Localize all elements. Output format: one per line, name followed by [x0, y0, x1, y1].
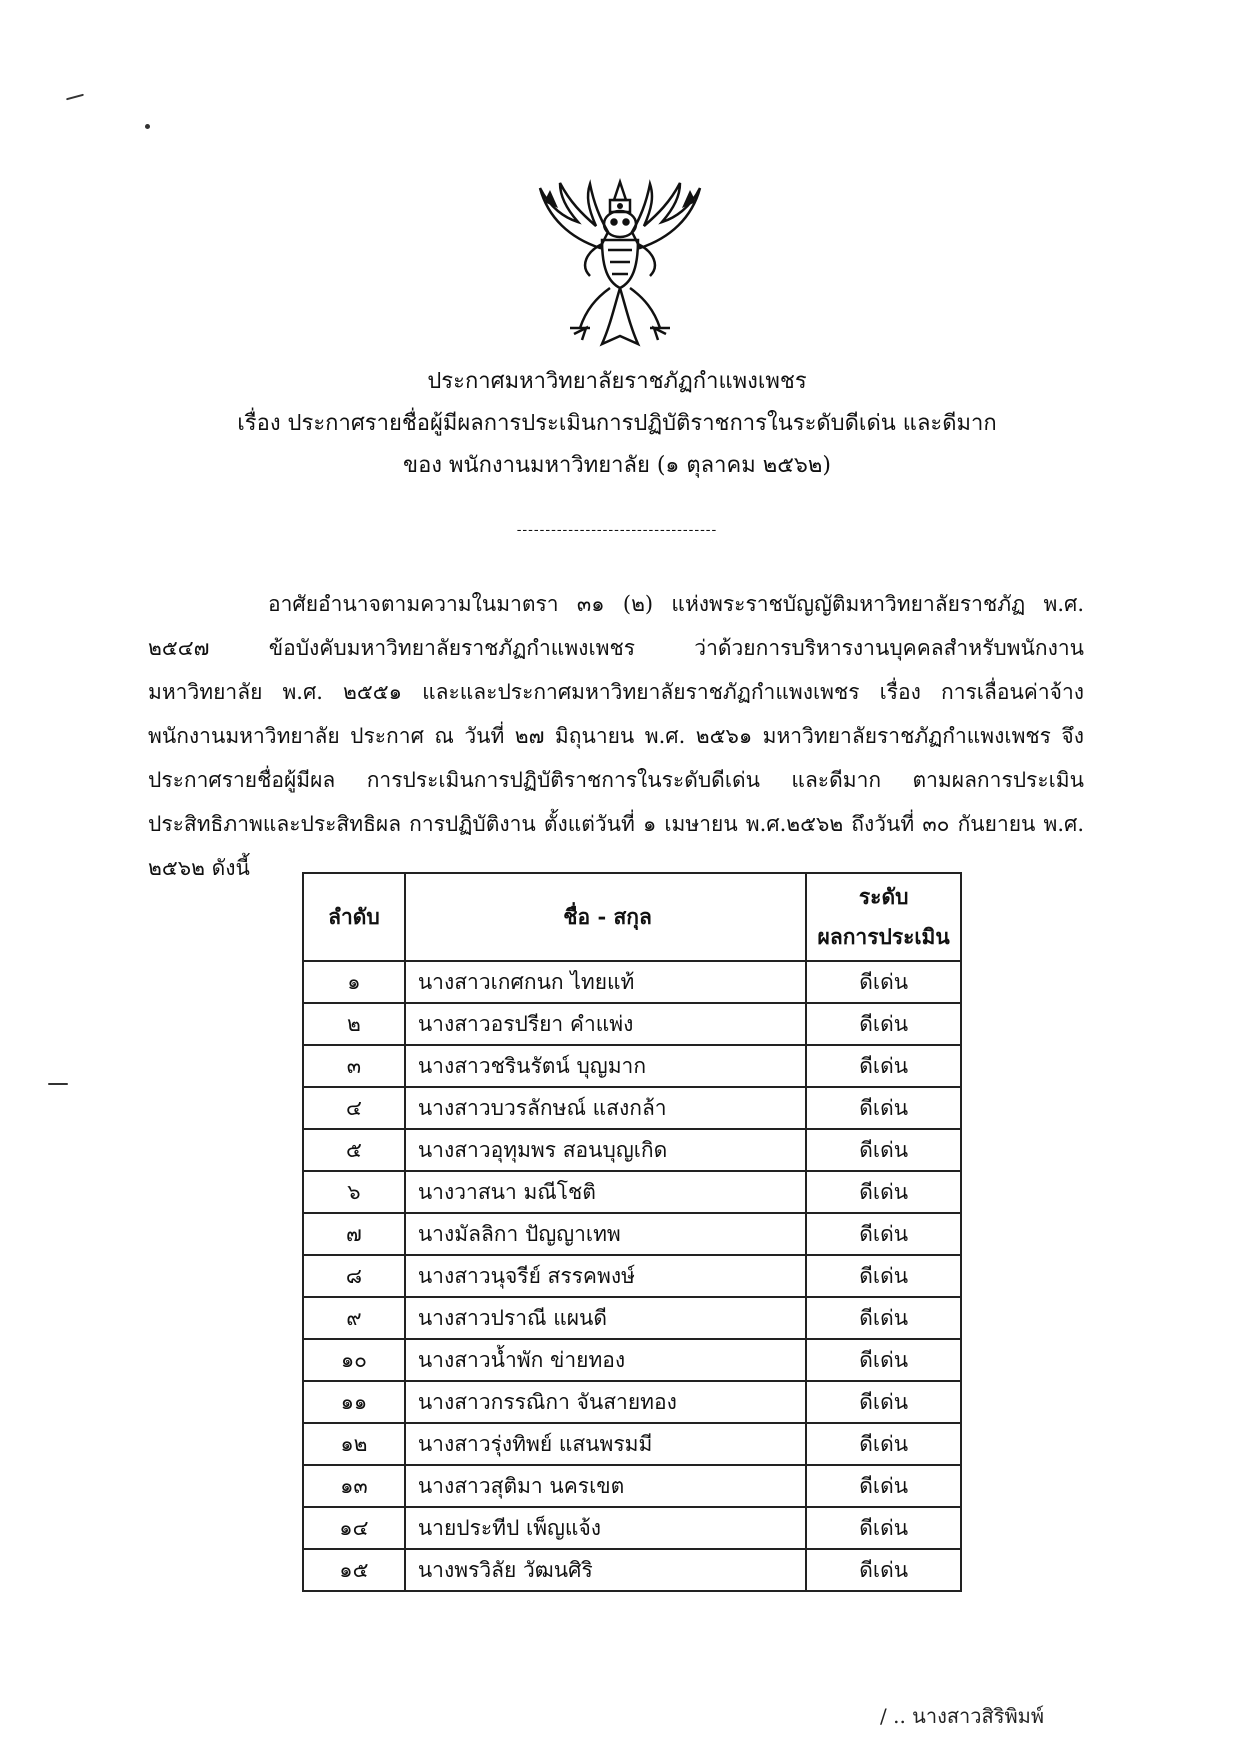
- row-name: นางวาสนา มณีโชติ: [405, 1171, 806, 1213]
- row-number: ๙: [303, 1297, 405, 1339]
- column-header-level: [806, 873, 961, 961]
- table-header-row: [303, 873, 961, 961]
- row-name: นางสาวรุ่งทิพย์ แสนพรมมี: [405, 1423, 806, 1465]
- row-level: ดีเด่น: [806, 1339, 961, 1381]
- table-row: [303, 1045, 961, 1087]
- row-level: ดีเด่น: [806, 1171, 961, 1213]
- row-name: นางสาวนุจรีย์ สรรคพงษ์: [405, 1255, 806, 1297]
- scan-speck: [145, 124, 150, 129]
- row-name: นางพรวิลัย วัฒนศิริ: [405, 1549, 806, 1591]
- table-row: [303, 1465, 961, 1507]
- row-level: ดีเด่น: [806, 1213, 961, 1255]
- table-row: [303, 1339, 961, 1381]
- row-name: นางสาวอุทุมพร สอนบุญเกิด: [405, 1129, 806, 1171]
- row-number: ๑๐: [303, 1339, 405, 1381]
- row-level: ดีเด่น: [806, 961, 961, 1003]
- row-level: ดีเด่น: [806, 1423, 961, 1465]
- row-level: ดีเด่น: [806, 1045, 961, 1087]
- column-header-level-line1: ระดับ: [858, 884, 909, 909]
- separator-line: -----------------------------------: [516, 522, 718, 538]
- row-level: ดีเด่น: [806, 1381, 961, 1423]
- footer-fragment: / .. นางสาวสิริพิมพ์: [880, 1704, 1045, 1728]
- table-row: [303, 1087, 961, 1129]
- row-name: นางมัลลิกา ปัญญาเทพ: [405, 1213, 806, 1255]
- table-row: [303, 1423, 961, 1465]
- table-row: [303, 1255, 961, 1297]
- row-name: นางสาวสุติมา นครเขต: [405, 1465, 806, 1507]
- body-paragraph: อาศัยอำนาจตามความในมาตรา ๓๑ (๒) แห่งพระราชบัญญัติมหาวิทยาลัยราชภัฏ พ.ศ. ๒๕๔๗ ข้อบังคับมหาวิทยาลัยราชภัฏกำแพงเพชร ว่าด้วยการบริหารงานบุคคลสำหรับพนักงานมหาวิทยาลัย พ.ศ. ๒๕๕๑ และและประกาศมหาวิทยาลัยราชภัฏกำแพงเพชร เรื่อง การเลื่อนค่าจ้างพนักงานมหาวิทยาลัย ประกาศ ณ วันที่ ๒๗ มิถุนายน พ.ศ. ๒๕๖๑ มหาวิทยาลัยราชภัฏกำแพงเพชร จึงประกาศรายชื่อผู้มีผล การประเมินการปฏิบัติราชการในระดับดีเด่น และดีมาก ตามผลการประเมินประสิทธิภาพและประสิทธิผล การปฏิบัติงาน ตั้งแต่วันที่ ๑ เมษายน พ.ศ.๒๕๖๒ ถึงวันที่ ๓๐ กันยายน พ.ศ. ๒๕๖๒ ดังนี้: [148, 592, 1084, 880]
- column-header-no: ลำดับ: [303, 873, 405, 961]
- announcement-subject-line2: ของ พนักงานมหาวิทยาลัย (๑ ตุลาคม ๒๕๖๒): [403, 453, 831, 478]
- table-row: [303, 1297, 961, 1339]
- table-row: [303, 1003, 961, 1045]
- row-number: ๑๓: [303, 1465, 405, 1507]
- row-level: ดีเด่น: [806, 1255, 961, 1297]
- table-row: [303, 961, 961, 1003]
- results-table: [302, 872, 962, 1592]
- table-row: [303, 1213, 961, 1255]
- row-name: นางสาวปราณี แผนดี: [405, 1297, 806, 1339]
- announcement-subject: เรื่อง ประกาศรายชื่อผู้มีผลการประเมินการปฏิบัติราชการในระดับดีเด่น และดีมาก: [237, 411, 997, 436]
- garuda-emblem-icon: [530, 178, 710, 354]
- row-number: ๖: [303, 1171, 405, 1213]
- row-level: ดีเด่น: [806, 1465, 961, 1507]
- row-level: ดีเด่น: [806, 1087, 961, 1129]
- row-number: ๔: [303, 1087, 405, 1129]
- row-number: ๒: [303, 1003, 405, 1045]
- row-name: นางสาวชรินรัตน์ บุญมาก: [405, 1045, 806, 1087]
- table-row: [303, 1129, 961, 1171]
- row-name: นางสาวอรปรียา คำแพ่ง: [405, 1003, 806, 1045]
- column-header-name: ชื่อ - สกุล: [405, 873, 806, 961]
- row-name: นางสาวเกศกนก ไทยแท้: [405, 961, 806, 1003]
- row-number: ๓: [303, 1045, 405, 1087]
- table-row: [303, 1171, 961, 1213]
- row-level: ดีเด่น: [806, 1003, 961, 1045]
- announcement-title: ประกาศมหาวิทยาลัยราชภัฏกำแพงเพชร: [427, 369, 807, 394]
- row-level: ดีเด่น: [806, 1507, 961, 1549]
- table-row: [303, 1507, 961, 1549]
- row-name: นางสาวกรรณิกา จันสายทอง: [405, 1381, 806, 1423]
- row-name: นายประทีป เพ็ญแจ้ง: [405, 1507, 806, 1549]
- column-header-level-line2: ผลการประเมิน: [817, 924, 950, 949]
- row-level: ดีเด่น: [806, 1549, 961, 1591]
- row-number: ๑๔: [303, 1507, 405, 1549]
- row-level: ดีเด่น: [806, 1297, 961, 1339]
- table-row: [303, 1549, 961, 1591]
- row-name: นางสาวบวรลักษณ์ แสงกล้า: [405, 1087, 806, 1129]
- row-name: นางสาวน้ำพัก ข่ายทอง: [405, 1339, 806, 1381]
- row-number: ๕: [303, 1129, 405, 1171]
- row-number: ๑๑: [303, 1381, 405, 1423]
- scan-speck: [66, 94, 84, 101]
- row-level: ดีเด่น: [806, 1129, 961, 1171]
- row-number: ๑๕: [303, 1549, 405, 1591]
- row-number: ๗: [303, 1213, 405, 1255]
- row-number: ๑๒: [303, 1423, 405, 1465]
- scan-speck: [48, 1083, 68, 1085]
- row-number: ๘: [303, 1255, 405, 1297]
- row-number: ๑: [303, 961, 405, 1003]
- table-row: [303, 1381, 961, 1423]
